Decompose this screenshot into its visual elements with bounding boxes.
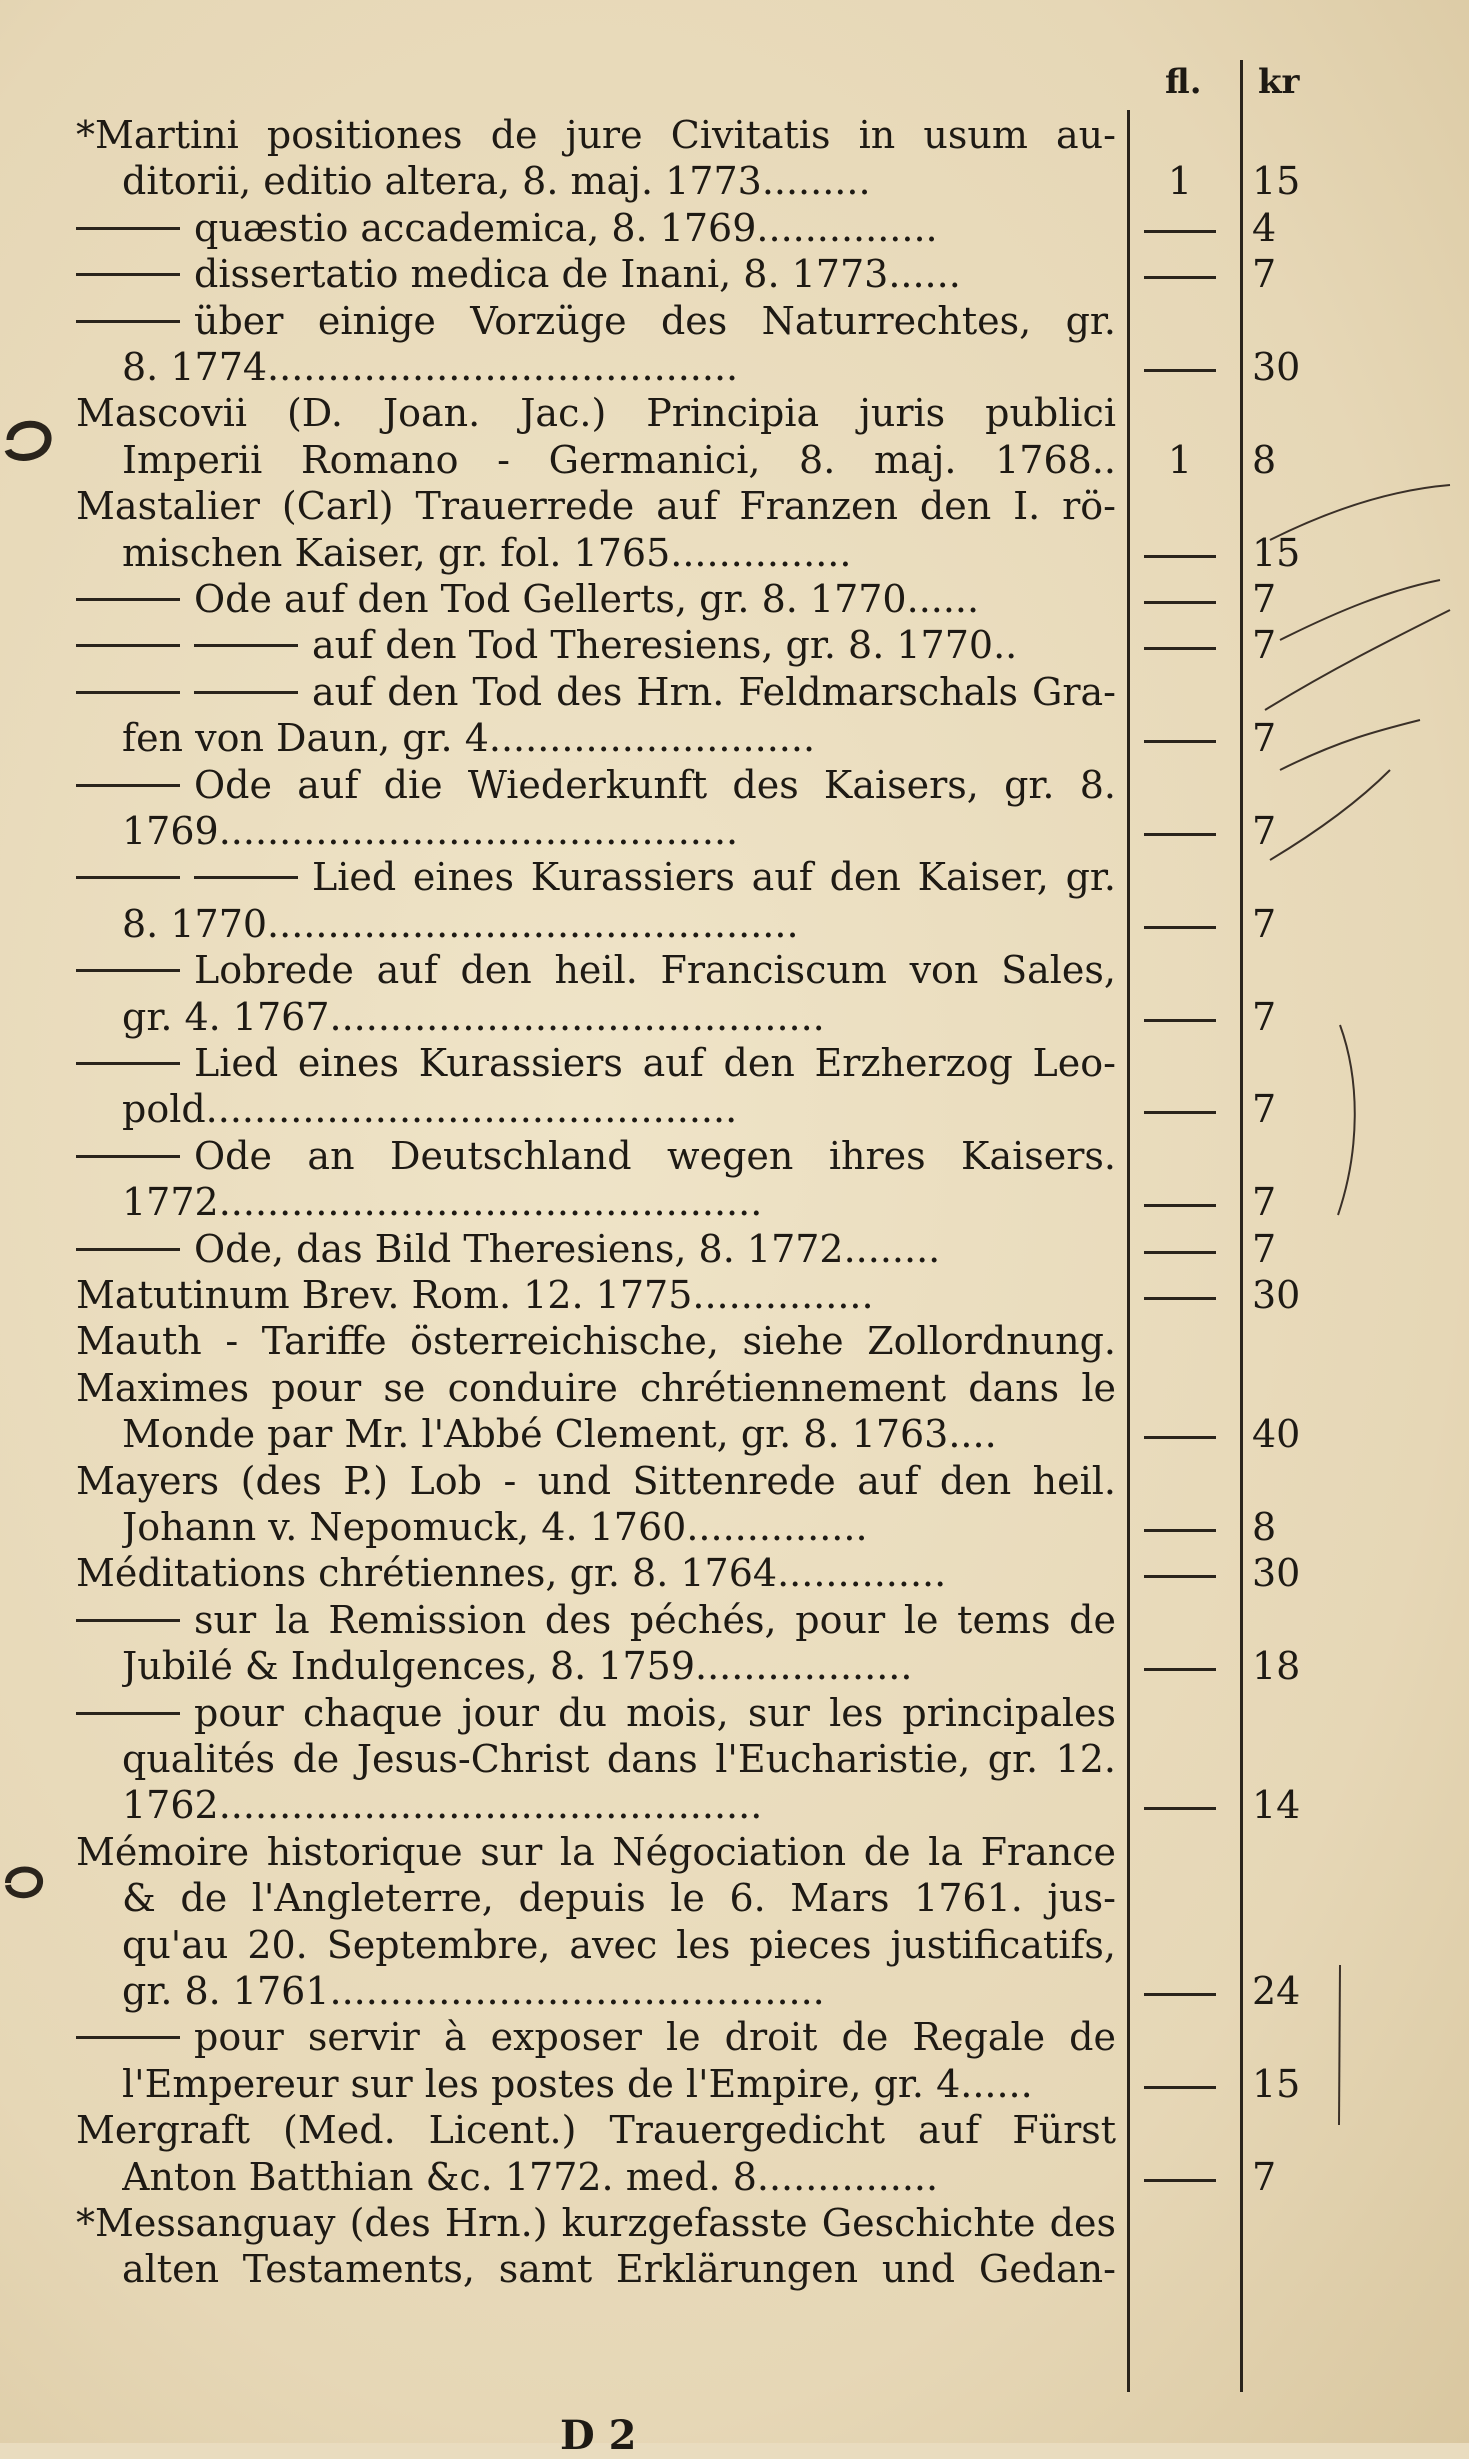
catalogue-line — [0, 1597, 1469, 1643]
price-florin — [1140, 344, 1220, 390]
florin-dash — [1144, 1204, 1216, 1207]
florin-dash — [1144, 2086, 1216, 2089]
florin-dash — [1144, 601, 1216, 604]
entry-text — [76, 112, 1116, 158]
entry-text — [122, 1086, 1116, 1132]
florin-dash — [1144, 647, 1216, 650]
entry-text — [122, 437, 1116, 483]
ditto-dash — [76, 969, 180, 972]
entry-text — [76, 576, 1116, 622]
entry-text — [122, 1411, 1116, 1457]
florin-dash — [1144, 555, 1216, 558]
entry-text-content: Ode, das Bild Theresiens, 8. 1772........ — [194, 1226, 941, 1271]
entry-text — [76, 1829, 1116, 1875]
catalogue-line — [0, 437, 1469, 483]
catalogue-line — [0, 251, 1469, 297]
entry-text-content: alten Testaments, samt Erklärungen und Gedan- — [122, 2247, 1116, 2292]
ditto-dash — [76, 273, 180, 276]
entry-text-content: Méditations chrétiennes, gr. 8. 1764.............. — [76, 1551, 947, 1596]
entry-text-content: Monde par Mr. l'Abbé Clement, gr. 8. 1763.... — [122, 1412, 997, 1457]
entry-text-content: l'Empereur sur les postes de l'Empire, gr. 4...... — [122, 2061, 1033, 2106]
price-florin — [1140, 1272, 1220, 1318]
entry-text — [76, 947, 1116, 993]
price-florin — [1140, 901, 1220, 947]
ink-blot-mark-lower — [0, 1855, 50, 1905]
florin-dash — [1144, 1019, 1216, 1022]
entry-text — [122, 1643, 1116, 1689]
entry-text-content: 1772............................................. — [122, 1180, 763, 1225]
price-kreuzer: 7 — [1252, 716, 1277, 761]
entry-text-content: qualités de Jesus-Christ dans l'Eucharistie, gr. 12. — [122, 1737, 1116, 1781]
catalogue-line — [0, 2200, 1469, 2246]
entry-text-content: Lied eines Kurassiers auf den Kaiser, gr. — [312, 855, 1116, 900]
florin-dash — [1144, 1111, 1216, 1114]
entry-text-content: dissertatio medica de Inani, 8. 1773...... — [194, 252, 961, 297]
price-kreuzer: 14 — [1252, 1783, 1301, 1828]
catalogue-line — [0, 1318, 1469, 1364]
entry-text — [76, 622, 1116, 668]
catalogue-line — [0, 112, 1469, 158]
price-florin — [1140, 576, 1220, 622]
price-kreuzer: 7 — [1252, 994, 1277, 1039]
catalogue-line — [0, 576, 1469, 622]
ditto-dash — [76, 876, 180, 879]
entry-text — [122, 1736, 1116, 1782]
entry-text-content: 8. 1770............................................ — [122, 901, 799, 946]
entry-text — [122, 158, 1116, 204]
entry-text — [76, 1690, 1116, 1736]
catalogue-line — [0, 622, 1469, 668]
entry-text — [122, 715, 1116, 761]
price-kreuzer: 8 — [1252, 437, 1277, 482]
entry-text — [76, 251, 1116, 297]
entry-text-content: & de l'Angleterre, depuis le 6. Mars 1761. jus- — [122, 1876, 1116, 1921]
florin-dash — [1144, 276, 1216, 279]
price-florin — [1140, 1782, 1220, 1828]
entry-text-content: 1769........................................... — [122, 809, 739, 853]
entry-text-content: Mergraft (Med. Licent.) Trauergedicht auf Fürst — [76, 2108, 1116, 2153]
handwritten-bracket-mark-lower — [1325, 1960, 1355, 2130]
entry-text — [76, 854, 1116, 900]
column-header-florin: fl. — [1165, 62, 1202, 102]
catalogue-line — [0, 2246, 1469, 2292]
entry-text-content: ditorii, editio altera, 8. maj. 1773......... — [122, 159, 871, 204]
catalogue-line — [0, 1782, 1469, 1828]
entry-text-content: fen von Daun, gr. 4........................... — [122, 716, 816, 761]
catalogue-line — [0, 344, 1469, 390]
entry-text — [122, 1504, 1116, 1550]
entry-text — [76, 205, 1116, 251]
catalogue-line — [0, 1179, 1469, 1225]
entry-text — [122, 2154, 1116, 2200]
entry-text-content: 8. 1774....................................... — [122, 345, 739, 389]
price-florin — [1140, 808, 1220, 854]
entry-text-content: Mémoire historique sur la Négociation de la France — [76, 1829, 1116, 1874]
price-kreuzer: 8 — [1252, 1505, 1277, 1549]
entry-text — [76, 1133, 1116, 1179]
florin-dash — [1144, 2179, 1216, 2182]
entry-text-content: 1762............................................. — [122, 1783, 763, 1828]
entry-text-content: Anton Batthian &c. 1772. med. 8............... — [122, 2154, 939, 2199]
catalogue-line — [0, 1133, 1469, 1179]
catalogue-line — [0, 1458, 1469, 1504]
catalogue-line — [0, 994, 1469, 1040]
price-kreuzer: 15 — [1252, 159, 1301, 204]
entry-text-content: Mauth - Tariffe österreichische, siehe Zollordnung. — [76, 1319, 1116, 1364]
price-florin — [1140, 1086, 1220, 1132]
florin-dash — [1144, 1668, 1216, 1671]
florin-dash — [1144, 833, 1216, 836]
page-signature: D 2 — [560, 2412, 637, 2459]
florin-dash — [1144, 1807, 1216, 1810]
entry-text-content: Imperii Romano - Germanici, 8. maj. 1768.. — [122, 437, 1116, 482]
florin-dash — [1144, 740, 1216, 743]
ditto-dash — [76, 1062, 180, 1065]
price-kreuzer: 7 — [1252, 1180, 1277, 1225]
price-florin — [1140, 1504, 1220, 1550]
catalogue-line — [0, 390, 1469, 436]
entry-text — [76, 1226, 1116, 1272]
entry-text-content: über einige Vorzüge des Naturrechtes, gr. — [194, 298, 1116, 343]
catalogue-line — [0, 205, 1469, 251]
price-kreuzer: 7 — [1252, 1226, 1277, 1271]
price-florin — [1140, 1226, 1220, 1272]
ditto-dash — [76, 784, 180, 787]
entry-text-content: Ode auf die Wiederkunft des Kaisers, gr. 8. — [194, 762, 1116, 807]
entry-text-content: Maximes pour se conduire chrétiennement dans le — [76, 1365, 1116, 1410]
ink-blot-mark — [0, 410, 60, 470]
column-header-kreuzer: kr — [1258, 62, 1300, 102]
ditto-dash — [76, 1248, 180, 1251]
price-kreuzer: 40 — [1252, 1412, 1301, 1457]
entry-text-content: *Messanguay (des Hrn.) kurzgefasste Geschichte des — [76, 2201, 1116, 2245]
price-kreuzer: 7 — [1252, 623, 1277, 668]
ditto-dash — [76, 644, 180, 647]
catalogue-line — [0, 1086, 1469, 1132]
catalogue-line — [0, 947, 1469, 993]
entry-text — [76, 390, 1116, 436]
catalogue-line — [0, 298, 1469, 344]
price-kreuzer: 15 — [1252, 530, 1301, 575]
florin-dash — [1144, 1436, 1216, 1439]
price-florin — [1140, 158, 1220, 204]
price-kreuzer: 7 — [1252, 252, 1277, 297]
entry-text — [122, 2246, 1116, 2292]
catalogue-line — [0, 483, 1469, 529]
entry-text-content: Mastalier (Carl) Trauerrede auf Franzen den I. rö- — [76, 484, 1116, 529]
catalogue-line — [0, 1643, 1469, 1689]
price-kreuzer: 30 — [1252, 1551, 1301, 1596]
entry-text — [76, 483, 1116, 529]
catalogue-line — [0, 1690, 1469, 1736]
catalogue-line — [0, 808, 1469, 854]
entry-text-content: Lied eines Kurassiers auf den Erzherzog Leo- — [194, 1041, 1116, 1085]
price-florin — [1140, 1968, 1220, 2014]
entry-text — [122, 808, 1116, 854]
price-kreuzer: 24 — [1252, 1969, 1301, 2013]
catalogue-line — [0, 1550, 1469, 1596]
ditto-dash — [76, 1712, 180, 1715]
entry-text — [122, 1968, 1116, 2014]
florin-dash — [1144, 230, 1216, 233]
price-kreuzer: 30 — [1252, 345, 1301, 389]
price-kreuzer: 7 — [1252, 1087, 1277, 1132]
entry-text — [76, 298, 1116, 344]
entry-text-content: Ode an Deutschland wegen ihres Kaisers. — [194, 1133, 1116, 1178]
entry-text-content: auf den Tod Theresiens, gr. 8. 1770.. — [312, 623, 1018, 668]
florin-dash — [1144, 1993, 1216, 1996]
price-kreuzer: 30 — [1252, 1273, 1301, 1317]
entry-text — [76, 1458, 1116, 1504]
entry-text — [122, 344, 1116, 390]
entry-text-content: Lobrede auf den heil. Franciscum von Sales, — [194, 948, 1116, 993]
catalogue-line — [0, 1875, 1469, 1921]
price-florin-value: 1 — [1167, 437, 1193, 482]
catalogue-line — [0, 1411, 1469, 1457]
entry-text — [122, 1782, 1116, 1828]
entry-text — [76, 1365, 1116, 1411]
catalogue-line — [0, 762, 1469, 808]
entry-text — [122, 1875, 1116, 1921]
catalogue-line — [0, 1968, 1469, 2014]
price-florin — [1140, 994, 1220, 1040]
entry-text-content: quæstio accademica, 8. 1769............... — [194, 205, 938, 250]
florin-dash — [1144, 926, 1216, 929]
florin-dash — [1144, 1575, 1216, 1578]
price-florin — [1140, 251, 1220, 297]
entry-text-content: pour servir à exposer le droit de Regale de — [194, 2015, 1116, 2060]
price-kreuzer: 7 — [1252, 577, 1277, 621]
ditto-dash — [76, 227, 180, 230]
entry-text-content: auf den Tod des Hrn. Feldmarschals Gra- — [312, 669, 1116, 714]
entry-text — [76, 2014, 1116, 2060]
entry-text — [76, 1272, 1116, 1318]
entry-text-content: mischen Kaiser, gr. fol. 1765............... — [122, 530, 852, 575]
entry-text-content: Ode auf den Tod Gellerts, gr. 8. 1770...... — [194, 577, 980, 621]
catalogue-line — [0, 530, 1469, 576]
florin-dash — [1144, 1251, 1216, 1254]
ditto-dash — [76, 1155, 180, 1158]
entry-text-content: Matutinum Brev. Rom. 12. 1775............... — [76, 1273, 874, 1317]
entry-text — [122, 994, 1116, 1040]
handwritten-margin-marks — [1260, 470, 1460, 890]
florin-dash — [1144, 369, 1216, 372]
entry-text-content: Mascovii (D. Joan. Jac.) Principia juris publici — [76, 391, 1116, 436]
entry-text-content: pold............................................ — [122, 1087, 738, 1132]
price-kreuzer: 7 — [1252, 2154, 1277, 2199]
price-florin — [1140, 2154, 1220, 2200]
ditto-dash — [194, 644, 298, 647]
ditto-dash — [76, 1619, 180, 1622]
price-florin — [1140, 437, 1220, 483]
entry-text-content: Mayers (des P.) Lob - und Sittenrede auf den heil. — [76, 1458, 1116, 1503]
price-florin — [1140, 205, 1220, 251]
entry-text — [76, 1550, 1116, 1596]
ditto-dash — [76, 691, 180, 694]
entry-text — [76, 2107, 1116, 2153]
entry-text-content: gr. 8. 1761......................................... — [122, 1969, 825, 2013]
price-kreuzer: 7 — [1252, 901, 1277, 946]
catalogue-line — [0, 1365, 1469, 1411]
price-kreuzer: 15 — [1252, 2061, 1301, 2106]
ditto-dash — [194, 876, 298, 879]
price-florin — [1140, 715, 1220, 761]
entry-text-content: Jubilé & Indulgences, 8. 1759.................. — [122, 1644, 913, 1689]
catalogue-line — [0, 1226, 1469, 1272]
catalogue-line — [0, 854, 1469, 900]
entry-text — [122, 1179, 1116, 1225]
price-florin — [1140, 1179, 1220, 1225]
price-kreuzer: 18 — [1252, 1644, 1301, 1689]
handwritten-bracket-mark — [1330, 1020, 1370, 1220]
entry-text — [122, 2061, 1116, 2107]
entry-text-content: qu'au 20. Septembre, avec les pieces justificatifs, — [122, 1922, 1116, 1967]
price-florin — [1140, 1550, 1220, 1596]
entry-text — [122, 901, 1116, 947]
price-florin — [1140, 1411, 1220, 1457]
catalogue-line — [0, 669, 1469, 715]
catalogue-line — [0, 1829, 1469, 1875]
entry-text-content: *Martini positiones de jure Civitatis in usum au- — [76, 113, 1116, 157]
entry-text — [76, 1597, 1116, 1643]
ditto-dash — [76, 598, 180, 601]
entry-text — [76, 1040, 1116, 1086]
catalogue-line — [0, 1040, 1469, 1086]
entry-text-content: gr. 4. 1767......................................... — [122, 994, 825, 1039]
price-kreuzer: 7 — [1252, 809, 1277, 853]
ditto-dash — [76, 320, 180, 323]
entry-text — [76, 2200, 1116, 2246]
entry-text-content: Johann v. Nepomuck, 4. 1760............... — [122, 1505, 868, 1549]
ditto-dash — [194, 691, 298, 694]
florin-dash — [1144, 1297, 1216, 1300]
catalogue-line — [0, 1922, 1469, 1968]
entry-text-content: pour chaque jour du mois, sur les principales — [194, 1690, 1116, 1735]
ditto-dash — [76, 2036, 180, 2039]
price-florin — [1140, 1643, 1220, 1689]
catalogue-line — [0, 1504, 1469, 1550]
price-florin — [1140, 530, 1220, 576]
catalogue-line — [0, 901, 1469, 947]
catalogue-line — [0, 1272, 1469, 1318]
catalogue-line — [0, 2107, 1469, 2153]
price-florin-value: 1 — [1167, 159, 1193, 204]
entry-text-content: sur la Remission des péchés, pour le tems de — [194, 1597, 1116, 1642]
catalogue-line — [0, 158, 1469, 204]
catalogue-line — [0, 2061, 1469, 2107]
entry-text — [76, 669, 1116, 715]
catalogue-line — [0, 715, 1469, 761]
entry-text — [122, 530, 1116, 576]
catalogue-line — [0, 2154, 1469, 2200]
florin-dash — [1144, 1529, 1216, 1532]
catalogue-line — [0, 2014, 1469, 2060]
entry-text — [122, 1922, 1116, 1968]
catalogue-line — [0, 1736, 1469, 1782]
price-florin — [1140, 2061, 1220, 2107]
price-kreuzer: 4 — [1252, 205, 1277, 250]
entry-text — [76, 762, 1116, 808]
price-florin — [1140, 622, 1220, 668]
entry-text — [76, 1318, 1116, 1364]
